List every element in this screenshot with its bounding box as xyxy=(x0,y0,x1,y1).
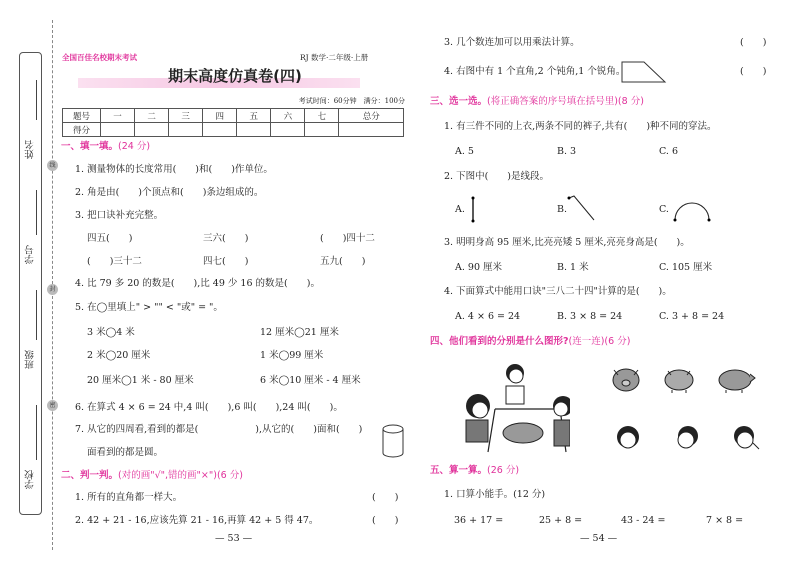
section-4-title: 四、他们看到的分别是什么图形?(连一连)(6 分) xyxy=(430,336,631,347)
children-viewing-pig-illustration xyxy=(460,362,570,454)
score-cell[interactable] xyxy=(169,123,203,137)
compare-item: 12 厘米◯21 厘米 xyxy=(260,327,339,338)
score-cell[interactable] xyxy=(101,123,135,137)
option: C. 3 + 8 = 24 xyxy=(659,311,725,322)
cell: 得分 xyxy=(63,123,101,137)
mnemonic-item: ( )四十二 xyxy=(320,233,375,244)
name-label: 姓名 xyxy=(25,140,36,159)
s1-q2: 2. 角是由( )个顶点和( )条边组成的。 xyxy=(75,187,264,198)
compare-item: 6 米◯10 厘米 - 4 厘米 xyxy=(260,375,361,386)
cylinder-figure xyxy=(382,424,406,460)
series-label: 全国百佳名校期末考试 xyxy=(62,53,137,62)
page-title: 期末高度仿真卷(四) xyxy=(168,67,302,85)
score-table-header xyxy=(63,109,404,123)
mnemonic-item: 三六( ) xyxy=(203,233,249,244)
option: A. 90 厘米 xyxy=(455,262,503,273)
s1-q4: 4. 比 79 多 20 的数是( ),比 49 少 16 的数是( )。 xyxy=(75,278,320,289)
trapezoid-figure xyxy=(621,61,667,84)
student-id-field[interactable] xyxy=(36,190,37,235)
boy-side-face xyxy=(673,425,701,453)
pig-front-view xyxy=(611,366,641,394)
s1-q7-cont: 面看到的都是圆。 xyxy=(87,447,164,458)
school-label: 学校 xyxy=(25,470,36,489)
score-row xyxy=(63,123,404,137)
option: C. xyxy=(659,204,669,215)
option: A. xyxy=(455,204,465,215)
section-3-title: 三、选一选。(将正确答案的序号填在括号里)(8 分) xyxy=(430,96,644,107)
s1-q3: 3. 把口诀补充完整。 xyxy=(75,210,164,221)
answer-paren[interactable]: ( ) xyxy=(372,492,399,503)
option: B. 1 米 xyxy=(557,262,589,273)
compare-item: 3 米◯4 米 xyxy=(87,327,135,338)
s3-q3: 3. 明明身高 95 厘米,比亮亮矮 5 厘米,亮亮身高是( )。 xyxy=(444,237,690,248)
calc-item: 7 × 8 = xyxy=(706,515,744,526)
answer-paren[interactable]: ( ) xyxy=(372,515,399,526)
compare-item: 20 厘米◯1 米 - 80 厘米 xyxy=(87,375,194,386)
seal-mi: 密 xyxy=(47,400,58,411)
arc-figure xyxy=(672,196,712,226)
student-id-label: 学号 xyxy=(25,245,36,264)
option: B. xyxy=(557,204,568,215)
compare-item: 1 米◯99 厘米 xyxy=(260,350,324,361)
section-2-title: 二、判一判。(对的画"√",错的画"×")(6 分) xyxy=(61,470,243,481)
option: C. 6 xyxy=(659,146,679,157)
s1-q7: 7. 从它的四周看,看到的都是( ),从它的( )面和( ) xyxy=(75,424,363,435)
score-cell[interactable] xyxy=(305,123,339,137)
pig-top-view xyxy=(663,366,695,394)
answer-paren[interactable]: ( ) xyxy=(740,66,767,77)
class-label: 班级 xyxy=(25,350,36,369)
s2-q4: 4. 右图中有 1 个直角,2 个钝角,1 个锐角。 xyxy=(444,66,626,77)
s2-q3: 3. 几个数连加可以用乘法计算。 xyxy=(444,37,580,48)
line-segment-figure xyxy=(470,196,476,224)
exam-info: 考试时间：60分钟 满分：100分 xyxy=(298,97,405,105)
boy-face xyxy=(731,425,761,453)
score-cell[interactable] xyxy=(135,123,169,137)
name-field[interactable] xyxy=(36,80,37,120)
cell: 题号 xyxy=(63,109,101,123)
seal-xian: 线 xyxy=(47,160,58,171)
score-cell[interactable] xyxy=(271,123,305,137)
class-field[interactable] xyxy=(36,290,37,340)
section-5-title: 五、算一算。(26 分) xyxy=(430,465,520,476)
page-number-left: — 53 — xyxy=(215,533,253,544)
s1-q1: 1. 测量物体的长度常用( )和( )作单位。 xyxy=(75,164,273,175)
cell: 七 xyxy=(305,109,339,123)
mnemonic-item: ( )三十二 xyxy=(87,256,142,267)
s2-q2: 2. 42 + 21 - 16,应该先算 21 - 16,再算 42 + 5 得 47。 xyxy=(75,515,319,526)
calc-item: 43 - 24 = xyxy=(621,515,666,526)
option: B. 3 xyxy=(557,146,577,157)
calc-item: 25 + 8 = xyxy=(539,515,583,526)
cell: 五 xyxy=(237,109,271,123)
edition-label: RJ 数学·二年级·上册 xyxy=(300,53,369,62)
calc-item: 36 + 17 = xyxy=(454,515,504,526)
bent-line-figure xyxy=(566,195,598,225)
s1-q6: 6. 在算式 4 × 6 = 24 中,4 叫( ),6 叫( ),24 叫( )。 xyxy=(75,402,343,413)
cell: 二 xyxy=(135,109,169,123)
option: C. 105 厘米 xyxy=(659,262,713,273)
answer-paren[interactable]: ( ) xyxy=(740,37,767,48)
option: A. 5 xyxy=(455,146,474,157)
option: A. 4 × 6 = 24 xyxy=(455,311,521,322)
score-cell[interactable] xyxy=(203,123,237,137)
s2-q1: 1. 所有的直角都一样大。 xyxy=(75,492,183,503)
score-cell[interactable] xyxy=(237,123,271,137)
page-number-right: — 54 — xyxy=(580,533,618,544)
option: B. 3 × 8 = 24 xyxy=(557,311,623,322)
cell: 四 xyxy=(203,109,237,123)
section-1-title: 一、填一填。(24 分) xyxy=(61,141,151,152)
cell: 三 xyxy=(169,109,203,123)
s5-q1: 1. 口算小能手。(12 分) xyxy=(444,489,546,500)
binding-box xyxy=(19,52,42,515)
s3-q1: 1. 有三件不同的上衣,两条不同的裤子,共有( )种不同的穿法。 xyxy=(444,121,717,132)
mnemonic-item: 五九( ) xyxy=(320,256,366,267)
cell: 总分 xyxy=(339,109,404,123)
cell: 一 xyxy=(101,109,135,123)
pig-side-view xyxy=(717,366,757,394)
seal-feng: 封 xyxy=(47,284,58,295)
compare-item: 2 米◯20 厘米 xyxy=(87,350,151,361)
s3-q4: 4. 下面算式中能用口诀"三八二十四"计算的是( )。 xyxy=(444,286,672,297)
score-cell[interactable] xyxy=(339,123,404,137)
s1-q5: 5. 在◯里填上" > "" < "或" = "。 xyxy=(75,302,223,313)
mnemonic-item: 四七( ) xyxy=(203,256,249,267)
school-field[interactable] xyxy=(36,405,37,460)
mnemonic-item: 四五( ) xyxy=(87,233,133,244)
girl-face xyxy=(614,425,642,453)
score-table xyxy=(62,108,404,137)
s3-q2: 2. 下图中( )是线段。 xyxy=(444,171,549,182)
cell: 六 xyxy=(271,109,305,123)
